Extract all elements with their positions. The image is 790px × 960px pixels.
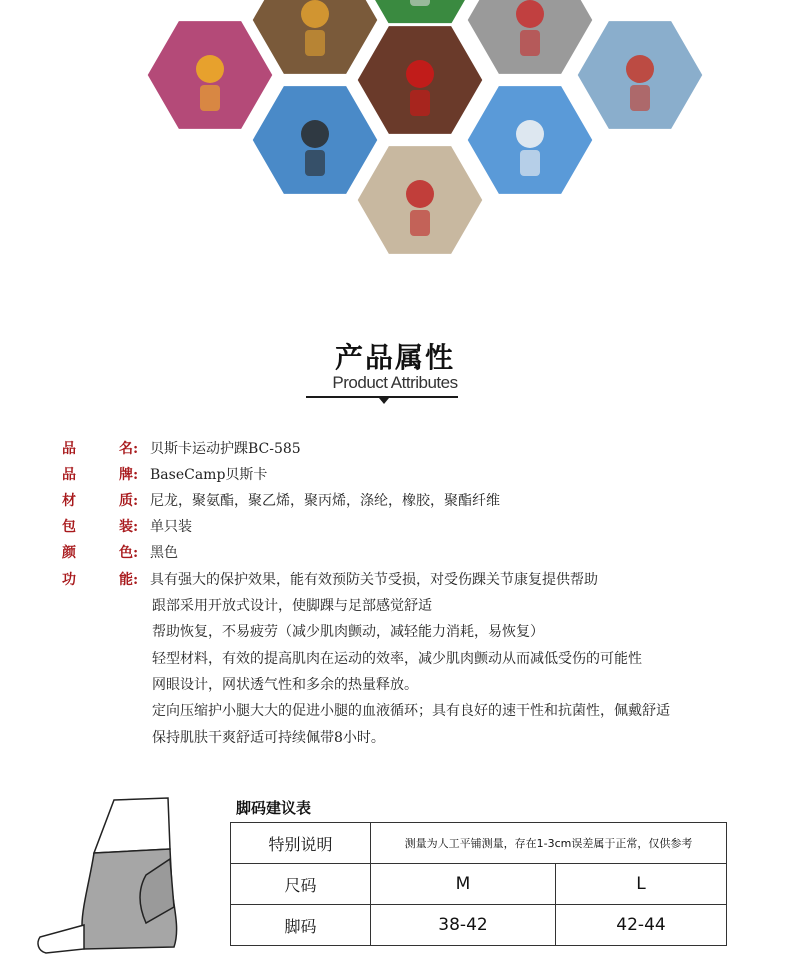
attribute-label-char: 色: (119, 545, 139, 561)
attribute-label-char: 品 (62, 467, 76, 483)
attribute-label-char: 包 (62, 519, 76, 535)
function-line: 网眼设计，网状透气性和多余的热量释放。 (152, 677, 418, 693)
title-pointer-icon (379, 398, 389, 404)
toe-outline (38, 925, 84, 953)
attribute-value-material: 尼龙，聚氨酯，聚乙烯，聚丙烯，涤纶，橡胶，聚酯纤维 (150, 493, 500, 509)
note-cell: 测量为人工平铺测量，存在1-3cm误差属于正常，仅供参考 (371, 823, 727, 864)
function-line: 轻型材料，有效的提高肌肉在运动的效率，减少肌肉颤动从而减低受伤的可能性 (152, 651, 642, 667)
attribute-label-char: 功 (62, 572, 76, 588)
attribute-value-brand: BaseCamp贝斯卡 (150, 467, 268, 483)
size-label-cell: 尺码 (231, 864, 371, 905)
size-cell: M (371, 864, 556, 905)
skiing-photo (466, 85, 594, 196)
table-row (231, 823, 727, 864)
size-cell: L (556, 864, 727, 905)
table-row (231, 905, 727, 946)
section-title: 产品属性 (334, 341, 455, 374)
inline-skating-photo (356, 145, 484, 256)
attribute-label-char: 材 (62, 493, 76, 509)
hiking-photo (576, 20, 704, 131)
function-line: 跟部采用开放式设计，使脚踝与足部感觉舒适 (152, 598, 432, 614)
leg-outline (94, 798, 170, 853)
attribute-label-char: 装: (119, 519, 139, 535)
attribute-label-char: 质: (119, 493, 139, 509)
cycling-photo (466, 0, 594, 75)
basketball-photo (251, 0, 379, 75)
ankle-brace-illustration (34, 797, 224, 957)
note-label-cell: 特别说明 (231, 823, 371, 864)
size-chart-table (230, 822, 727, 946)
badminton-player-photo (146, 20, 274, 131)
attribute-value-name: 贝斯卡运动护踝BC-585 (150, 441, 301, 457)
attribute-label-char: 牌: (119, 467, 139, 483)
foot-label-cell: 脚码 (231, 905, 371, 946)
table-row (231, 864, 727, 905)
function-line: 定向压缩护小腿大大的促进小腿的血液循环；具有良好的速干性和抗菌性，佩戴舒适 (152, 703, 670, 719)
foot-size-cell: 42-44 (556, 905, 727, 946)
function-line: 帮助恢复，不易疲劳（减少肌肉颤动，减轻能力消耗，易恢复） (152, 624, 544, 640)
foot-size-cell: 38-42 (371, 905, 556, 946)
attribute-label-char: 能: (119, 572, 139, 588)
attribute-label-char: 名: (119, 441, 139, 457)
boxing-photo (356, 25, 484, 136)
sports-hexagon-collage (0, 0, 790, 280)
size-chart-title: 脚码建议表 (236, 799, 312, 817)
attribute-label-char: 品 (62, 441, 76, 457)
attribute-value-function: 具有强大的保护效果，能有效预防关节受损，对受伤踝关节康复提供帮助 (150, 572, 598, 588)
skateboard-photo (251, 85, 379, 196)
attribute-label-char: 颜 (62, 545, 76, 561)
section-subtitle: Product Attributes (332, 373, 458, 392)
function-line: 保持肌肤干爽舒适可持续佩带8小时。 (152, 730, 385, 746)
attribute-value-color: 黑色 (150, 545, 178, 561)
attribute-value-package: 单只装 (150, 519, 192, 535)
